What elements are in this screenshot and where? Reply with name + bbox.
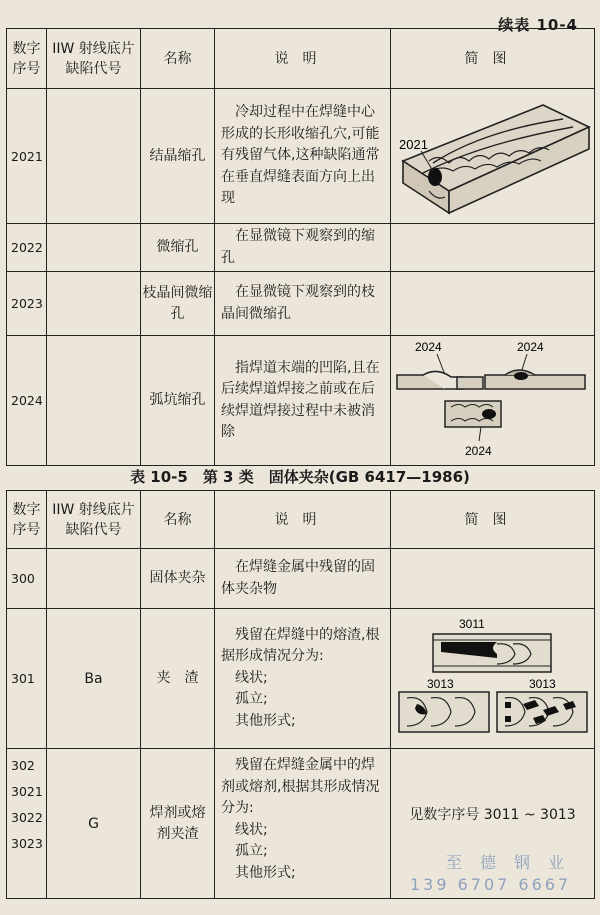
header-num: 数字序号 <box>7 491 47 549</box>
figure-2021 <box>391 89 595 224</box>
row-desc-item: 孤立; <box>235 691 268 708</box>
header-code: IIW 射线底片缺陷代号 <box>47 29 141 89</box>
table-row <box>7 272 595 336</box>
header-desc: 说明 <box>215 491 391 549</box>
row-desc-item: 其他形式; <box>235 864 296 881</box>
row-num: 2024 <box>7 336 47 466</box>
table-header-row <box>7 491 595 549</box>
table-row <box>7 549 595 609</box>
row-num: 3022 <box>11 810 43 825</box>
row-code <box>47 549 141 609</box>
row-num: 2022 <box>7 224 47 272</box>
row-num: 3021 <box>11 784 43 799</box>
header-fig: 简图 <box>391 29 595 89</box>
row-code: G <box>47 749 141 899</box>
row-desc: 在显微镜下观察到的缩孔 <box>221 228 375 266</box>
figure-empty <box>391 272 595 336</box>
watermark-phone: 139 6707 6667 <box>410 875 572 894</box>
table-row <box>7 89 595 224</box>
figure-reference: 见数字序号 3011 ~ 3013 <box>391 749 595 899</box>
figure-2024 <box>391 336 595 466</box>
table-row <box>7 336 595 466</box>
table-header-row <box>7 29 595 89</box>
watermark <box>410 852 582 896</box>
row-code <box>47 272 141 336</box>
figure-label: 3013 <box>528 676 556 691</box>
row-num: 2021 <box>7 89 47 224</box>
slag-inclusion-diagram <box>393 612 593 742</box>
figure-empty <box>391 549 595 609</box>
row-name: 夹 渣 <box>141 609 215 749</box>
row-desc: 冷却过程中在焊缝中心形成的长形收缩孔穴,可能有残留气体,这种缺陷通常在垂直焊缝表面方向上出现 <box>221 104 380 207</box>
row-num: 2023 <box>7 272 47 336</box>
header-name: 名称 <box>141 29 215 89</box>
row-desc: 残留在焊缝中的熔渣,根据形成情况分为: <box>221 626 380 665</box>
row-desc: 在显微镜下观察到的枝晶间微缩孔 <box>221 284 375 322</box>
header-desc: 说明 <box>215 29 391 89</box>
row-desc-item: 其他形式; <box>235 712 296 729</box>
row-desc: 残留在焊缝金属中的焊剂或熔剂,根据其形成情况分为: <box>221 757 380 816</box>
row-desc-item: 线状; <box>235 821 268 838</box>
row-desc-item: 孤立; <box>235 843 268 859</box>
figure-empty <box>391 224 595 272</box>
row-num: 300 <box>7 549 47 609</box>
row-code: Ba <box>47 609 141 749</box>
row-code <box>47 89 141 224</box>
row-name: 固体夹杂 <box>141 549 215 609</box>
table-10-5 <box>6 490 595 899</box>
row-name: 枝晶间微缩孔 <box>141 272 215 336</box>
header-code: IIW 射线底片缺陷代号 <box>47 491 141 549</box>
row-num: 302 <box>11 758 35 773</box>
crater-pipe-diagram <box>393 337 593 461</box>
header-name: 名称 <box>141 491 215 549</box>
table-title: 表 10-5 第 3 类 固体夹杂(GB 6417—1986) <box>130 468 470 486</box>
figure-label: 2024 <box>414 339 442 354</box>
figure-label: 2024 <box>464 443 492 458</box>
figure-label: 2024 <box>516 339 544 354</box>
row-name: 弧坑缩孔 <box>141 336 215 466</box>
row-code <box>47 224 141 272</box>
row-name: 结晶缩孔 <box>141 89 215 224</box>
row-num-list <box>7 749 47 899</box>
row-name: 微缩孔 <box>141 224 215 272</box>
row-num: 3023 <box>11 836 43 851</box>
row-desc: 在焊缝金属中残留的固体夹杂物 <box>221 559 375 597</box>
crystal-shrinkage-diagram <box>393 91 593 217</box>
figure-label: 3013 <box>426 676 454 691</box>
table-10-4 <box>6 28 595 466</box>
row-desc-item: 线状; <box>235 669 268 686</box>
figure-label: 2021 <box>398 137 428 152</box>
row-desc: 指焊道末端的凹陷,且在后续焊道焊接之前或在后续焊道焊接过程中未被消除 <box>221 359 380 440</box>
row-num: 301 <box>7 609 47 749</box>
header-fig: 简图 <box>391 491 595 549</box>
table-row <box>7 609 595 749</box>
table-row <box>7 224 595 272</box>
row-code <box>47 336 141 466</box>
continued-table-title: 续表 10-4 <box>498 16 578 34</box>
watermark-company: 至德钢业 <box>446 853 583 872</box>
row-name: 焊剂或熔剂夹渣 <box>141 749 215 899</box>
figure-301 <box>391 609 595 749</box>
header-num: 数字序号 <box>7 29 47 89</box>
figure-label: 3011 <box>458 616 485 631</box>
